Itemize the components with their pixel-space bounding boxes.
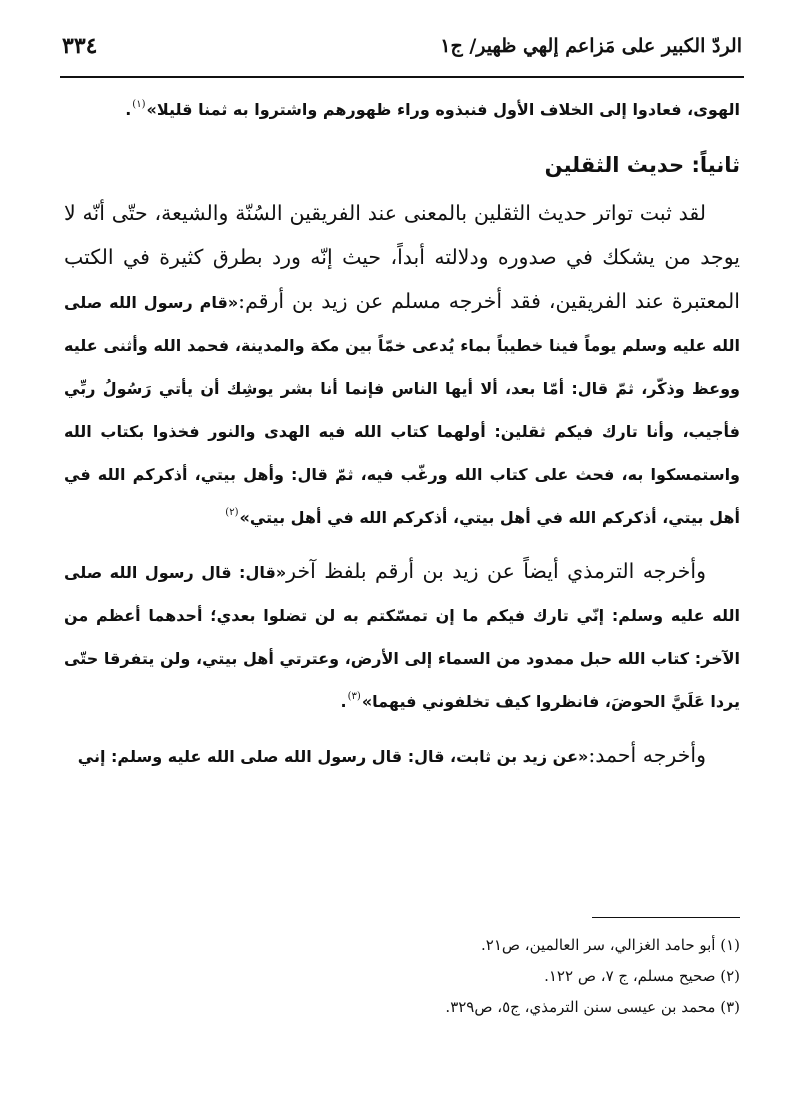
footnotes: [64, 930, 740, 1023]
header-divider: [60, 76, 744, 78]
footnote-ref-1[interactable]: (١): [132, 99, 146, 110]
paragraph-lead: وأخرجه أحمد:: [588, 743, 706, 767]
hadith-quote: «قام رسول الله صلى الله عليه وسلم يوماً فينا خطيباً بماء يُدعى خمّاً بين مكة والمدينة، فحمد الله وأثنى عليه ووعظ وذكّر، ثمّ قال: أمّا بعد، ألا أيها الناس فإنما أنا بشر يوشِك أن يأتي رَسُولُ ربِّي فأجيب، وأنا تارك فيكم ثقلين: أولهما كتاب الله فيه الهدى والنور فخذوا بكتاب الله واستمسكوا به، فحث على كتاب الله ورغّب فيه، ثمّ قال: وأهل بيتي، أذكركم الله في أهل بيتي، أذكركم الله في أهل بيتي، أذكركم الله في أهل بيتي»: [64, 293, 740, 527]
footnote-ref-2[interactable]: (٢): [225, 507, 239, 518]
paragraph-lead: لقد ثبت تواتر حديث الثقلين بالمعنى عند الفريقين السُنّة والشيعة، حتّى أنّه لا يوجد من يشكك في صدوره ودلالته أبداً، حيث إنّه ورد بطرق كثيرة في الكتب المعتبرة عند الفريقين، فقد أخرجه مسلم عن زيد بن أرقم:: [64, 201, 740, 313]
page-body: [64, 88, 740, 778]
paragraph-ahmad: [64, 734, 740, 778]
intro-paragraph: [64, 88, 740, 134]
intro-text: الهوى، فعادوا إلى الخلاف الأول فنبذوه وراء ظهورهم واشتروا به ثمنا قليلا»: [146, 100, 740, 119]
section-heading: ثانياً: حديث الثقلين: [544, 153, 740, 177]
running-header: [62, 26, 742, 66]
intro-end: .: [125, 100, 132, 119]
footnote-2: (٢) صحيح مسلم، ج ٧، ص ١٢٢.: [544, 967, 740, 985]
header-title: الردّ الكبير على مَزاعم إلهي ظهير/ ج١: [440, 35, 742, 57]
footnote-3: (٣) محمد بن عيسى سنن الترمذي، ج٥، ص٣٢٩.: [445, 998, 740, 1016]
page-number: ٣٣٤: [62, 33, 98, 59]
footnote-1: (١) أبو حامد الغزالي، سر العالمين، ص٢١.: [480, 936, 740, 954]
paragraph-lead: وأخرجه الترمذي أيضاً عن زيد بن أرقم بلفظ آخر: [286, 559, 707, 583]
paragraph-tirmidhi: [64, 550, 740, 726]
footnote-divider: [592, 917, 740, 918]
hadith-quote: «قال: قال رسول الله صلى الله عليه وسلم: إنّي تارك فيكم ما إن تمسّكتم به لن تضلوا بعدي؛ أحدهما أعظم من الآخر: كتاب الله حبل ممدود من السماء إلى الأرض، وعترتي أهل بيتي، ولن يتفرقا حتّى يردا عَلَيَّ الحوضَ، فانظروا كيف تخلفوني فيهما»: [64, 563, 740, 711]
paragraph-thaqalayn-muslim: [64, 192, 740, 542]
paragraph-end: .: [340, 692, 347, 711]
footnote-ref-3[interactable]: (٣): [347, 691, 361, 702]
hadith-quote: «عن زيد بن ثابت، قال: قال رسول الله صلى الله عليه وسلم: إني: [77, 747, 589, 766]
